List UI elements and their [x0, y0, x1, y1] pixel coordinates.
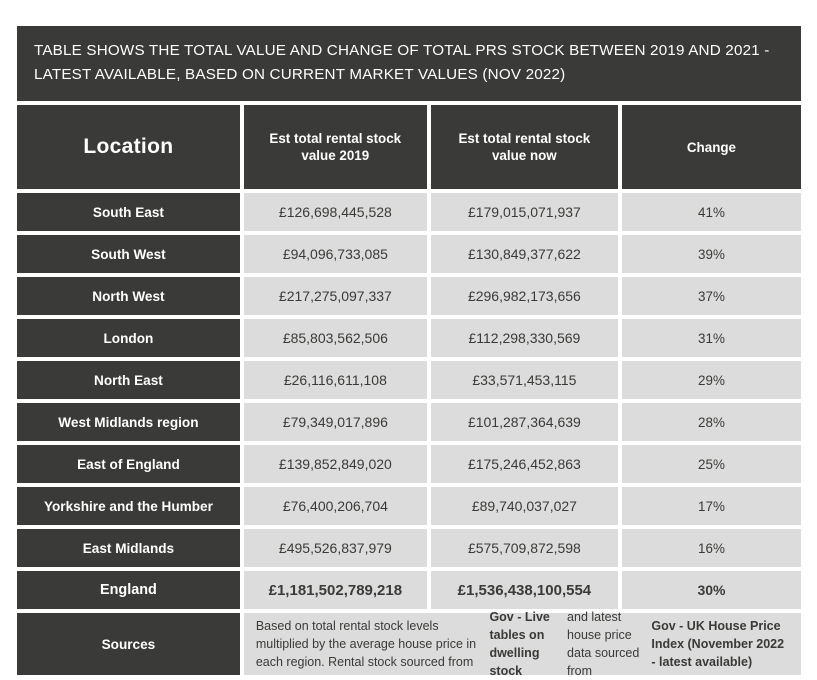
row-value-now: £296,982,173,656: [431, 277, 618, 315]
total-row-value-now: £1,536,438,100,554: [431, 571, 618, 609]
row-change: 17%: [622, 487, 801, 525]
row-change: 41%: [622, 193, 801, 231]
row-value-2019: £139,852,849,020: [244, 445, 427, 483]
column-header-value-2019: Est total rental stock value 2019: [244, 105, 427, 189]
sources-text-segment: and latest house price data sourced from: [567, 610, 640, 678]
row-value-2019: £126,698,445,528: [244, 193, 427, 231]
row-value-now: £33,571,453,115: [431, 361, 618, 399]
row-change: 39%: [622, 235, 801, 273]
table-body: [17, 193, 801, 567]
row-value-2019: £79,349,017,896: [244, 403, 427, 441]
row-location: South West: [17, 235, 240, 273]
row-value-2019: £217,275,097,337: [244, 277, 427, 315]
table-row: [17, 487, 801, 525]
row-location: London: [17, 319, 240, 357]
row-value-2019: £85,803,562,506: [244, 319, 427, 357]
row-location: North East: [17, 361, 240, 399]
row-value-now: £179,015,071,937: [431, 193, 618, 231]
sources-text: [244, 610, 801, 678]
row-location: North West: [17, 277, 240, 315]
table-header-row: [17, 105, 801, 189]
row-value-2019: £26,116,611,108: [244, 361, 427, 399]
row-change: 37%: [622, 277, 801, 315]
row-change: 25%: [622, 445, 801, 483]
prs-stock-table: [17, 105, 801, 678]
sources-label: Sources: [17, 613, 240, 675]
table-total-row: [17, 571, 801, 609]
row-change: 29%: [622, 361, 801, 399]
table-row: [17, 193, 801, 231]
infographic-container: [17, 26, 801, 679]
row-value-now: £175,246,452,863: [431, 445, 618, 483]
total-row-location: England: [17, 571, 240, 609]
row-change: 31%: [622, 319, 801, 357]
row-value-now: £89,740,037,027: [431, 487, 618, 525]
row-location: South East: [17, 193, 240, 231]
row-value-2019: £94,096,733,085: [244, 235, 427, 273]
table-row: [17, 319, 801, 357]
row-value-2019: £495,526,837,979: [244, 529, 427, 567]
table-row: [17, 403, 801, 441]
row-value-now: £130,849,377,622: [431, 235, 618, 273]
row-location: East Midlands: [17, 529, 240, 567]
row-value-now: £101,287,364,639: [431, 403, 618, 441]
sources-text-segment: Based on total rental stock levels multiplied by the average house price in each region. Rental stock sourced from: [255, 619, 477, 669]
row-location: East of England: [17, 445, 240, 483]
row-location: West Midlands region: [17, 403, 240, 441]
table-sources-row: [17, 610, 801, 678]
table-title-banner: TABLE SHOWS THE TOTAL VALUE AND CHANGE OF TOTAL PRS STOCK BETWEEN 2019 AND 2021 - LATEST AVAILABLE, BASED ON CURRENT MARKET VALUES (NOV 2022): [17, 26, 801, 101]
table-row: [17, 445, 801, 483]
row-change: 16%: [622, 529, 801, 567]
sources-source-name: Gov - UK House Price Index (November 2022 - latest available): [651, 619, 785, 669]
table-row: [17, 235, 801, 273]
table-row: [17, 361, 801, 399]
column-header-value-now: Est total rental stock value now: [431, 105, 618, 189]
row-value-now: £575,709,872,598: [431, 529, 618, 567]
total-row-value-2019: £1,181,502,789,218: [244, 571, 427, 609]
table-row: [17, 529, 801, 567]
column-header-change: Change: [622, 105, 801, 189]
row-value-now: £112,298,330,569: [431, 319, 618, 357]
table-row: [17, 277, 801, 315]
column-header-location: Location: [17, 105, 240, 189]
row-location: Yorkshire and the Humber: [17, 487, 240, 525]
total-row-change: 30%: [622, 571, 801, 609]
row-change: 28%: [622, 403, 801, 441]
sources-source-name: Gov - Live tables on dwelling stock: [489, 610, 550, 678]
row-value-2019: £76,400,206,704: [244, 487, 427, 525]
